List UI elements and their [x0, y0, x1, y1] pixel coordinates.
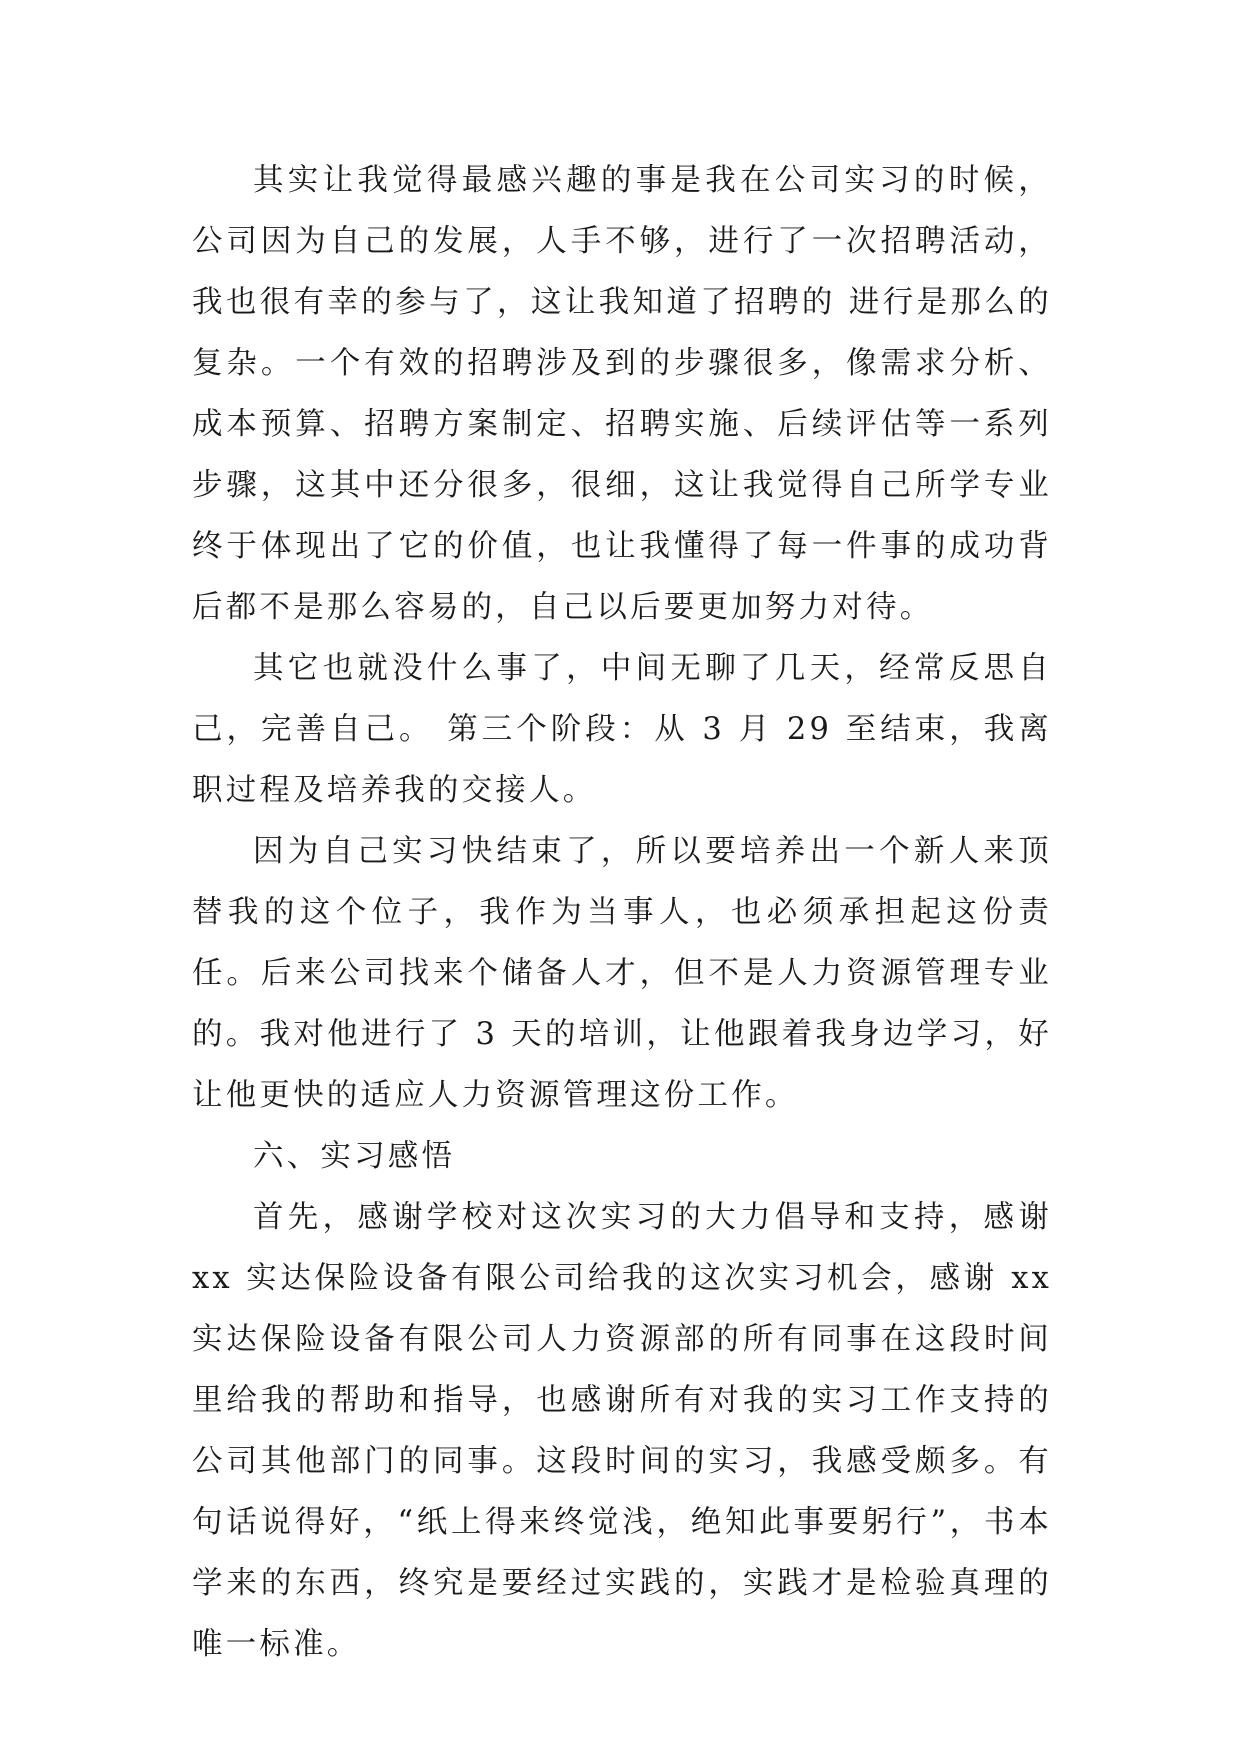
paragraph-third-stage: 其它也就没什么事了，中间无聊了几天，经常反思自己，完善自己。 第三个阶段：从 3 月 29 至结束，我离职过程及培养我的交接人。: [192, 651, 1052, 808]
paragraph-acknowledgements: 首先，感谢学校对这次实习的大力倡导和支持，感谢 xx 实达保险设备有限公司给我的这次实习机会，感谢 xx 实达保险设备有限公司人力资源部的所有同事在这段时间里给我的帮助和指导，也感谢所有对我的实习工作支持的公司其他部门的同事。这段时间的实习，我感受颇多。有句话说得好，“纸上得来终觉浅，绝知此事要躬行”，书本学来的东西，终究是要经过实践的，实践才是检验真理的唯一标准。: [192, 1200, 1052, 1662]
document-body: [192, 150, 1052, 1675]
paragraph-recruitment: 其实让我觉得最感兴趣的事是我在公司实习的时候，公司因为自己的发展，人手不够，进行了一次招聘活动，我也很有幸的参与了，这让我知道了招聘的 进行是那么的复杂。一个有效的招聘涉及到的步骤很多，像需求分析、成本预算、招聘方案制定、招聘实施、后续评估等一系列步骤，这其中还分很多，很细，这让我觉得自己所学专业终于体现出了它的价值，也让我懂得了每一件事的成功背后都不是那么容易的，自己以后要更加努力对待。: [192, 163, 1052, 625]
section-heading-internship-reflection: 六、实习感悟: [253, 1139, 456, 1174]
paragraph-handover: 因为自己实习快结束了，所以要培养出一个新人来顶替我的这个位子，我作为当事人，也必须承担起这份责任。后来公司找来个储备人才，但不是人力资源管理专业的。我对他进行了 3 天的培训，让他跟着我身边学习，好让他更快的适应人力资源管理这份工作。: [192, 834, 1052, 1113]
